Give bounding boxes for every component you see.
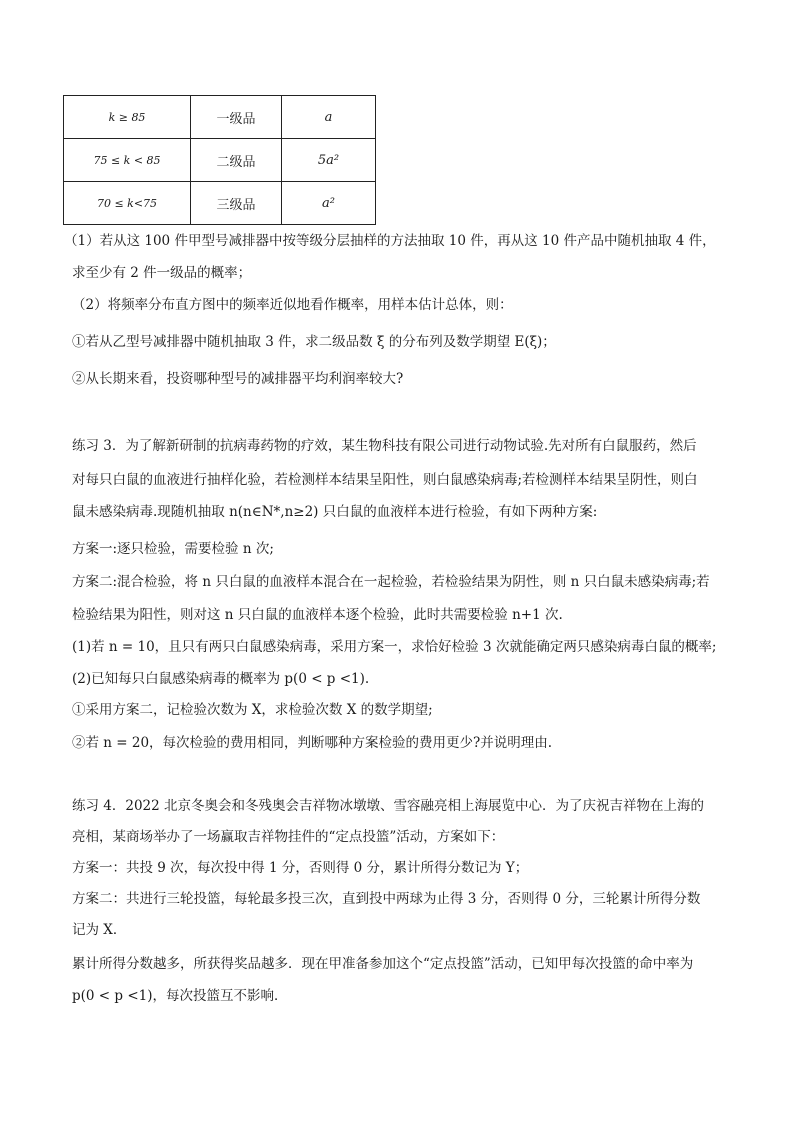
question-2-line: （2）将频率分布直方图中的频率近似地看作概率，用样本估计总体，则： [72, 297, 513, 313]
grade-cell: 二级品 [191, 139, 282, 182]
value-cell: a² [282, 182, 376, 225]
table-row [64, 182, 376, 225]
exercise-3-line-5: 方案二:混合检验，将 n 只白鼠的血液样本混合在一起检验，若检验结果为阴性，则 n 只白鼠未感染病毒;若 [72, 574, 710, 590]
value-cell: a [282, 96, 376, 139]
exercise-3-line-3: 鼠未感染病毒.现随机抽取 n(n∈N*,n≥2) 只白鼠的血液样本进行检验，有如下两种方案: [72, 504, 598, 520]
exercise-3-line-4: 方案一:逐只检验，需要检验 n 次; [72, 541, 274, 557]
table-row [64, 139, 376, 182]
exercise-4-line-6: 累计所得分数越多，所获得奖品越多．现在甲准备参加这个“定点投篮”活动，已知甲每次投篮的命中率为 [72, 956, 694, 972]
question-1-line-1: （1）若从这 100 件甲型号减排器中按等级分层抽样的方法抽取 10 件，再从这 10 件产品中随机抽取 4 件， [64, 233, 716, 249]
table-row [64, 96, 376, 139]
exercise-3-line-8: (2)已知每只白鼠感染病毒的概率为 p(0 < p <1). [72, 671, 370, 687]
grade-cell: 三级品 [191, 182, 282, 225]
range-cell: k ≥ 85 [64, 96, 191, 139]
grade-table [63, 95, 376, 225]
exercise-3-line-9: ①采用方案二，记检验次数为 X，求检验次数 X 的数学期望; [72, 702, 433, 718]
exercise-3-line-10: ②若 n = 20，每次检验的费用相同，判断哪种方案检验的费用更少?并说明理由. [72, 735, 553, 751]
exercise-3-line-1: 练习 3．为了解新研制的抗病毒药物的疗效，某生物科技有限公司进行动物试验.先对所有白鼠服药，然后 [72, 438, 697, 454]
exercise-3-line-7: (1)若 n = 10，且只有两只白鼠感染病毒，采用方案一，求恰好检验 3 次就能确定两只感染病毒白鼠的概率; [72, 639, 717, 655]
question-2-part-2: ②从长期来看，投资哪种型号的减排器平均利润率较大? [72, 371, 404, 387]
exercise-4-line-7: p(0 < p <1)，每次投篮互不影响． [72, 988, 288, 1004]
value-cell: 5a² [282, 139, 376, 182]
exercise-3-line-2: 对每只白鼠的血液进行抽样化验，若检测样本结果呈阳性，则白鼠感染病毒;若检测样本结果呈阴性，则白 [72, 472, 698, 488]
question-1-line-2: 求至少有 2 件一级品的概率； [72, 265, 252, 281]
exercise-4-line-2: 亮相，某商场举办了一场赢取吉祥物挂件的“定点投篮”活动，方案如下： [72, 829, 505, 845]
exercise-4-line-4: 方案二：共进行三轮投篮，每轮最多投三次，直到投中两球为止得 3 分，否则得 0 分，三轮累计所得分数 [72, 891, 701, 907]
exercise-4-line-5: 记为 X． [72, 922, 127, 938]
exercise-4-line-3: 方案一：共投 9 次，每次投中得 1 分，否则得 0 分，累计所得分数记为 Y； [72, 860, 529, 876]
question-2-part-1: ①若从乙型号减排器中随机抽取 3 件，求二级品数 ξ 的分布列及数学期望 E(ξ)； [72, 334, 556, 350]
grade-cell: 一级品 [191, 96, 282, 139]
exercise-3-line-6: 检验结果为阳性，则对这 n 只白鼠的血液样本逐个检验，此时共需要检验 n+1 次. [72, 607, 563, 623]
range-cell: 75 ≤ k < 85 [64, 139, 191, 182]
exercise-4-line-1: 练习 4．2022 北京冬奥会和冬残奥会吉祥物冰墩墩、雪容融亮相上海展览中心．为了庆祝吉祥物在上海的 [72, 798, 705, 814]
range-cell: 70 ≤ k<75 [64, 182, 191, 225]
